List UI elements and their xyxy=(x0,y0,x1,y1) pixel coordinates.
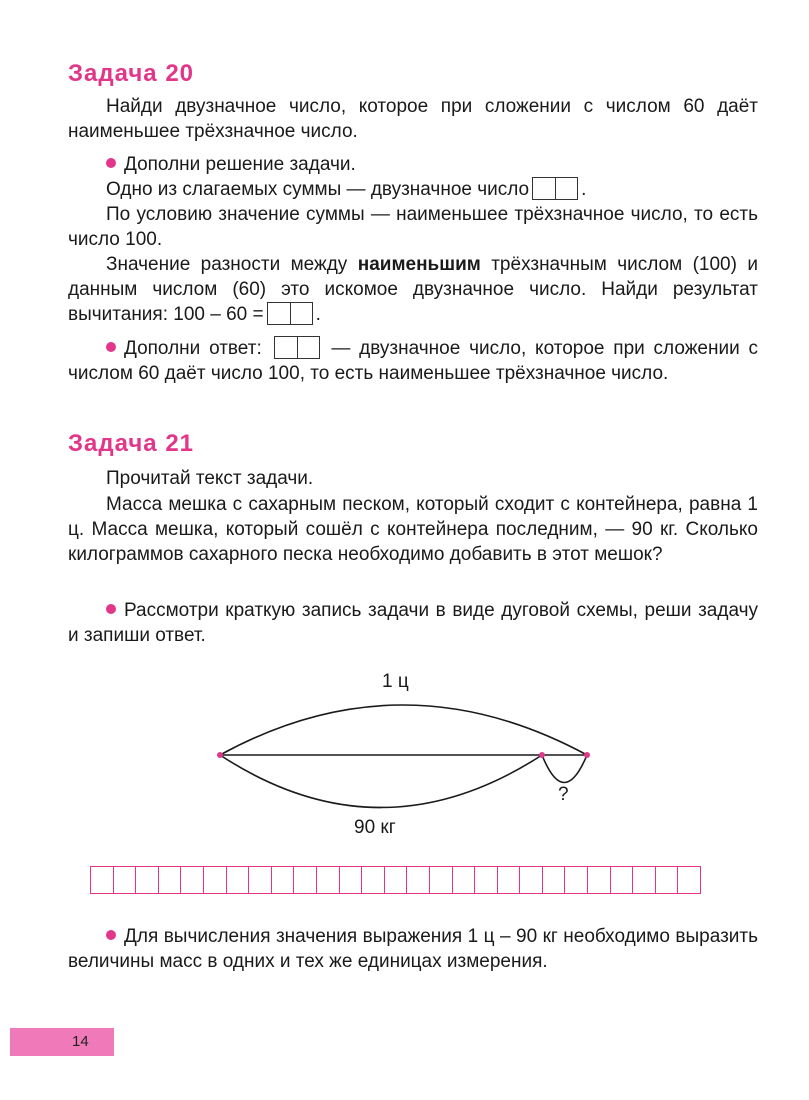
difference-bold-word: наименьшим xyxy=(357,254,481,275)
task-21-read xyxy=(68,466,758,491)
consider-text: Рассмотри краткую запись задачи в виде дуговой схемы, реши задачу и запиши ответ. xyxy=(68,600,758,646)
top-arc-1c xyxy=(220,705,587,755)
task-20-solution: Дополни решение задачи. Одно из слагаемых суммы — двузначное число . По условию значение суммы — наименьшее трёхзначное число, то есть число 100. xyxy=(68,154,758,250)
label-1c: 1 ц xyxy=(382,671,409,692)
task-21-heading: Задача 21 xyxy=(68,430,195,457)
bullet-icon xyxy=(106,604,116,614)
task-20-bullet-text: Дополни решение задачи. xyxy=(124,154,356,175)
small-arc-unknown xyxy=(542,755,587,783)
answer-box-final[interactable] xyxy=(274,336,320,359)
solution-line-2: По условию значение суммы — наименьшее трёхзначное число, то есть число 100. xyxy=(68,204,758,250)
bullet-icon xyxy=(106,342,116,352)
bullet-icon xyxy=(106,158,116,168)
difference-text-b: трёхзначным числом (100) и данным числом (60) это искомое двузначное число. Найди результат вычитания: 100 – 60 = xyxy=(68,254,758,325)
answer-text-b: — двузначное число, которое при сложении с числом 60 даёт число 100, то есть наименьшее трёхзначное число. xyxy=(68,338,759,384)
solution-line-1: Одно из слагаемых суммы — двузначное число xyxy=(106,179,530,200)
answer-box-subtraction[interactable] xyxy=(267,302,313,325)
task-20-heading: Задача 20 xyxy=(68,60,195,87)
label-90kg: 90 кг xyxy=(354,817,396,838)
difference-text-a: Значение разности между xyxy=(106,254,348,275)
bullet-icon xyxy=(106,930,116,940)
read-instruction: Прочитай текст задачи. xyxy=(106,468,314,489)
task-20-intro: Найди двузначное число, которое при сложении с числом 60 даёт наименьшее трёхзначное число. xyxy=(68,96,758,142)
task-21-consider xyxy=(68,598,758,648)
task-21-problem xyxy=(68,492,758,567)
hint-text: Для вычисления значения выражения 1 ц – 90 кг необходимо выразить величины масс в одних и тех же единицах измерения. xyxy=(68,926,758,972)
answer-cells[interactable] xyxy=(90,866,701,894)
arc-diagram xyxy=(0,660,809,850)
point-end xyxy=(584,752,590,758)
task-20-difference: Значение разности между наименьшим трёхзначным числом (100) и данным числом (60) это искомое двузначное число. Найди результат вычитания: 100 – 60 = . xyxy=(68,254,758,325)
point-middle xyxy=(539,752,545,758)
task-20-statement xyxy=(68,94,758,144)
page-number: 14 xyxy=(72,1033,89,1050)
label-unknown: ? xyxy=(558,784,569,805)
problem-text: Масса мешка с сахарным песком, который сходит с контейнера, равна 1 ц. Масса мешка, который сошёл с контейнера последним, — 90 кг. Сколько килограммов сахарного песка необходимо добавить в этот мешок? xyxy=(68,494,758,565)
answer-box-two-digit[interactable] xyxy=(532,177,578,200)
bottom-arc-90kg xyxy=(220,755,542,808)
task-21-hint xyxy=(68,924,758,974)
task-20-answer xyxy=(68,336,758,386)
answer-text-a: Дополни ответ: xyxy=(124,338,262,359)
point-start xyxy=(217,752,223,758)
page-number-badge xyxy=(10,1028,114,1056)
